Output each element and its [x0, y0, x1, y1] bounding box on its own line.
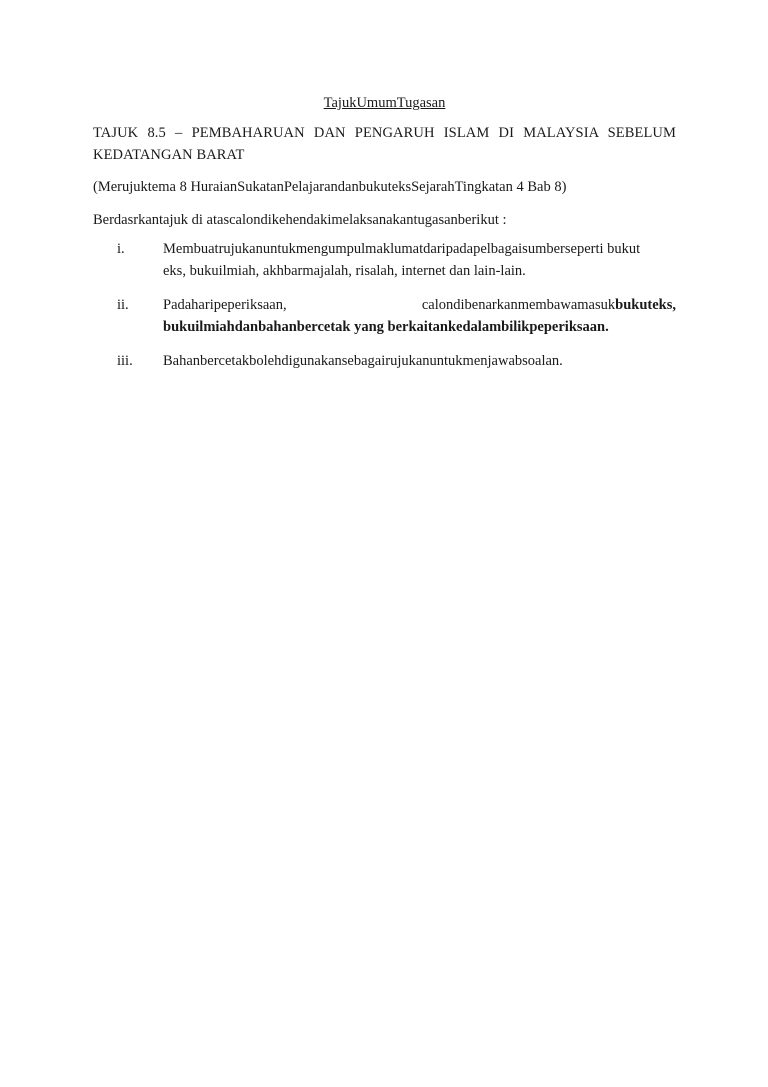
intro-text: Berdasrkantajuk di atascalondikehendakimelaksanakantugasanberikut : [93, 212, 507, 228]
list-item-segment: Padaharipeperiksaan, [163, 297, 287, 313]
reference-note: (Merujuktema 8 HuraianSukatanPelajarandanbukuteksSejarahTingkatan 4 Bab 8) [93, 179, 567, 195]
document-content [93, 92, 676, 384]
list-item-bold-text: bukuilmiahdanbahanbercetak yang berkaitankedalambilikpeperiksaan. [163, 319, 609, 335]
task-list [93, 238, 676, 372]
list-item [93, 294, 676, 338]
list-item-bold-text: bukuteks, [615, 297, 676, 313]
list-item-text [163, 294, 676, 338]
list-item-segment-text: calondibenarkanmembawamasuk [421, 297, 616, 313]
list-item [93, 350, 676, 372]
document-heading: TajukUmumTugasan [323, 95, 446, 111]
list-item-text [163, 238, 676, 282]
list-item-number: iii. [117, 353, 133, 369]
list-item-line: Membuatrujukanuntukmengumpulmaklumatdaripadapelbagaisumberseperti bukut [163, 241, 641, 257]
document-title: TAJUK 8.5 – PEMBAHARUAN DAN PENGARUH ISLAM DI MALAYSIA SEBELUM KEDATANGAN BARAT [93, 125, 676, 163]
list-item [93, 238, 676, 282]
list-item-segment [422, 294, 676, 316]
list-item-line [163, 294, 676, 316]
list-item-number: ii. [117, 297, 129, 313]
list-item-line: eks, bukuilmiah, akhbarmajalah, risalah, internet dan lain-lain. [163, 263, 526, 279]
list-item-text: Bahanbercetakbolehdigunakansebagairujukanuntukmenjawabsoalan. [163, 353, 563, 369]
list-item-number: i. [117, 241, 125, 257]
